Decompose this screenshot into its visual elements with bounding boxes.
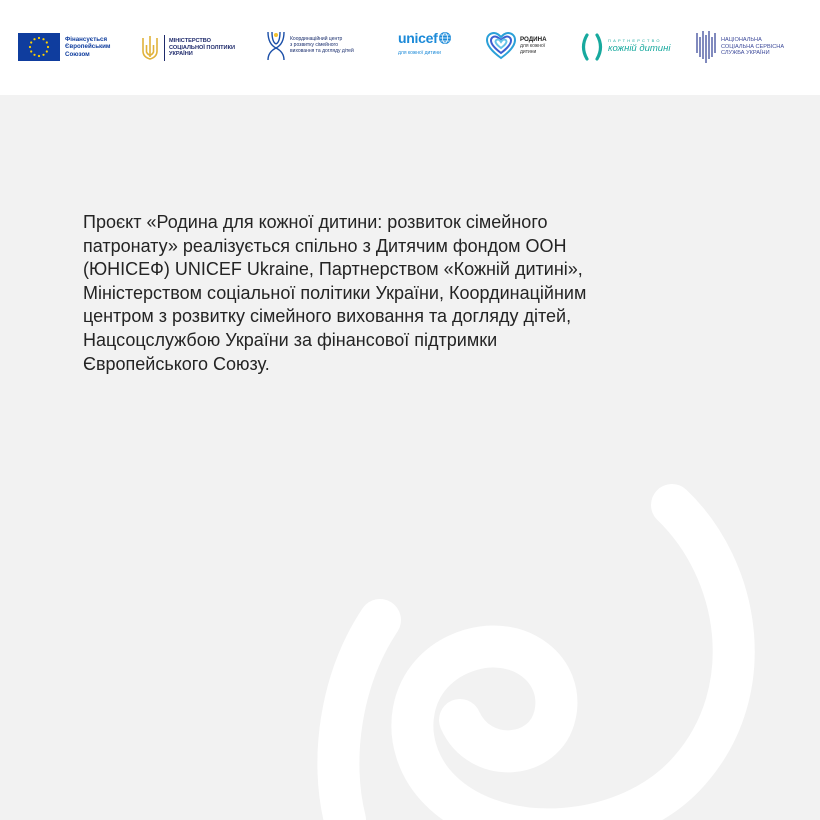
unicef-wordmark: unicef — [398, 30, 438, 46]
partnership-big: кожній дитині — [608, 42, 671, 54]
coordination-center-text: Координаційний центр з розвитку сімейного виховання та догляду дітей — [290, 36, 354, 54]
ministry-logo-text: МІНІСТЕРСТВО СОЦІАЛЬНОЇ ПОЛІТИКИ УКРАЇНИ — [169, 38, 236, 58]
eu-logo-text: Фінансується Європейським Союзом — [65, 36, 111, 58]
rodyna-title: РОДИНА — [520, 36, 547, 44]
rodyna-subtitle: для кожної дитини — [520, 43, 546, 55]
project-description: Проєкт «Родина для кожної дитини: розвиток сімейного патронату» реалізується спільно з Дитячим фондом ООН (ЮНІСЕФ) UNICEF Ukraine, Партнерством «Кожній дитині», Міністерством соціальної політики України, Координаційним центром з розвитку сімейного виховання та догляду дітей, Нацсоцслужбою України за фінансової підтримки Європейського Союзу. — [83, 212, 587, 374]
partnership-small: ПАРТНЕРСТВО — [608, 38, 662, 44]
unicef-subtitle: для кожної дитини — [398, 50, 441, 56]
social-service-text: НАЦІОНАЛЬНА СОЦІАЛЬНА СЕРВІСНА СЛУЖБА УКРАЇНИ — [721, 37, 785, 57]
